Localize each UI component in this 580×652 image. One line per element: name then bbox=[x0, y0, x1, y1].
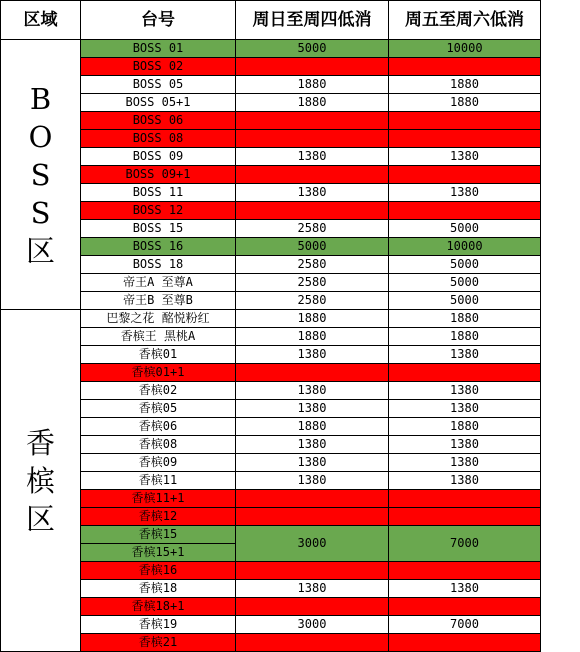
table-row bbox=[1, 472, 541, 490]
table-no-cell[interactable]: 香槟王 黑桃A bbox=[81, 328, 236, 346]
weekend-min-cell[interactable] bbox=[389, 634, 541, 652]
weekend-min-cell[interactable]: 1380 bbox=[389, 184, 541, 202]
weekday-min-cell[interactable]: 3000 bbox=[236, 526, 389, 562]
weekday-min-cell[interactable] bbox=[236, 112, 389, 130]
table-row bbox=[1, 94, 541, 112]
table-no-cell[interactable]: 香槟05 bbox=[81, 400, 236, 418]
table-no-cell[interactable]: BOSS 12 bbox=[81, 202, 236, 220]
table-no-cell[interactable]: 香槟11+1 bbox=[81, 490, 236, 508]
table-no-cell[interactable]: 香槟12 bbox=[81, 508, 236, 526]
table-row bbox=[1, 382, 541, 400]
weekend-min-cell[interactable]: 1880 bbox=[389, 328, 541, 346]
weekend-min-cell[interactable] bbox=[389, 202, 541, 220]
weekday-min-cell[interactable] bbox=[236, 166, 389, 184]
weekday-min-cell[interactable] bbox=[236, 490, 389, 508]
table-row bbox=[1, 580, 541, 598]
table-row bbox=[1, 112, 541, 130]
weekend-min-cell[interactable]: 1880 bbox=[389, 418, 541, 436]
table-no-cell[interactable]: 香槟02 bbox=[81, 382, 236, 400]
table-row bbox=[1, 58, 541, 76]
weekend-min-cell[interactable] bbox=[389, 490, 541, 508]
weekday-min-cell[interactable] bbox=[236, 58, 389, 76]
table-row bbox=[1, 598, 541, 616]
weekday-min-cell[interactable] bbox=[236, 634, 389, 652]
table-row bbox=[1, 328, 541, 346]
table-row bbox=[1, 490, 541, 508]
table-row bbox=[1, 508, 541, 526]
weekend-min-cell[interactable]: 1880 bbox=[389, 76, 541, 94]
table-row bbox=[1, 274, 541, 292]
table-row bbox=[1, 220, 541, 238]
weekday-min-cell[interactable]: 1380 bbox=[236, 454, 389, 472]
weekend-min-cell[interactable]: 1380 bbox=[389, 580, 541, 598]
weekday-min-cell[interactable]: 1880 bbox=[236, 418, 389, 436]
zone-char: 区 bbox=[25, 233, 55, 268]
table-row bbox=[1, 364, 541, 382]
table-no-cell[interactable]: 香槟15 bbox=[81, 526, 236, 544]
zone-char: 香 bbox=[25, 425, 55, 460]
weekend-min-cell[interactable]: 1880 bbox=[389, 94, 541, 112]
weekday-min-cell[interactable]: 1380 bbox=[236, 148, 389, 166]
weekend-min-cell[interactable] bbox=[389, 130, 541, 148]
weekday-min-cell[interactable] bbox=[236, 202, 389, 220]
weekday-min-cell[interactable]: 1380 bbox=[236, 346, 389, 364]
weekday-min-cell[interactable]: 1380 bbox=[236, 382, 389, 400]
weekday-min-cell[interactable]: 1380 bbox=[236, 400, 389, 418]
zone-char: B bbox=[29, 81, 52, 116]
header-weekday-min[interactable]: 周日至周四低消 bbox=[236, 1, 389, 40]
table-no-cell[interactable]: BOSS 15 bbox=[81, 220, 236, 238]
zone-cell[interactable] bbox=[1, 40, 81, 310]
table-no-cell[interactable]: BOSS 18 bbox=[81, 256, 236, 274]
weekend-min-cell[interactable] bbox=[389, 112, 541, 130]
table-row bbox=[1, 454, 541, 472]
weekday-min-cell[interactable]: 2580 bbox=[236, 292, 389, 310]
zone-char: 槟 bbox=[25, 463, 55, 498]
table-no-cell[interactable]: 香槟18+1 bbox=[81, 598, 236, 616]
zone-char: 区 bbox=[25, 501, 55, 536]
table-no-cell[interactable]: BOSS 11 bbox=[81, 184, 236, 202]
weekend-min-cell[interactable]: 5000 bbox=[389, 292, 541, 310]
weekend-min-cell[interactable] bbox=[389, 508, 541, 526]
weekday-min-cell[interactable]: 2580 bbox=[236, 256, 389, 274]
table-no-cell[interactable]: 帝王B 至尊B bbox=[81, 292, 236, 310]
table-no-cell[interactable]: BOSS 16 bbox=[81, 238, 236, 256]
table-row bbox=[1, 130, 541, 148]
weekend-min-cell[interactable]: 1380 bbox=[389, 346, 541, 364]
table-no-cell[interactable]: BOSS 08 bbox=[81, 130, 236, 148]
weekday-min-cell[interactable]: 1880 bbox=[236, 94, 389, 112]
weekend-min-cell[interactable] bbox=[389, 364, 541, 382]
table-row bbox=[1, 292, 541, 310]
table-row bbox=[1, 526, 541, 544]
table-row bbox=[1, 148, 541, 166]
table-row bbox=[1, 256, 541, 274]
table-no-cell[interactable]: 香槟19 bbox=[81, 616, 236, 634]
weekday-min-cell[interactable]: 1380 bbox=[236, 436, 389, 454]
header-weekend-min[interactable]: 周五至周六低消 bbox=[389, 1, 541, 40]
header-row bbox=[1, 1, 541, 40]
table-row bbox=[1, 184, 541, 202]
zone-char: O bbox=[28, 119, 53, 154]
header-table-no[interactable]: 台号 bbox=[81, 1, 236, 40]
weekday-min-cell[interactable] bbox=[236, 562, 389, 580]
weekday-min-cell[interactable]: 1380 bbox=[236, 184, 389, 202]
weekend-min-cell[interactable]: 7000 bbox=[389, 616, 541, 634]
table-no-cell[interactable]: BOSS 09 bbox=[81, 148, 236, 166]
weekend-min-cell[interactable]: 5000 bbox=[389, 256, 541, 274]
weekday-min-cell[interactable]: 2580 bbox=[236, 220, 389, 238]
table-row bbox=[1, 634, 541, 652]
weekday-min-cell[interactable] bbox=[236, 508, 389, 526]
table-row bbox=[1, 76, 541, 94]
zone-char: S bbox=[30, 157, 51, 192]
table-no-cell[interactable]: 香槟01 bbox=[81, 346, 236, 364]
weekday-min-cell[interactable]: 1380 bbox=[236, 580, 389, 598]
table-row bbox=[1, 310, 541, 328]
weekend-min-cell[interactable] bbox=[389, 166, 541, 184]
table-no-cell[interactable]: BOSS 02 bbox=[81, 58, 236, 76]
table-no-cell[interactable]: BOSS 05+1 bbox=[81, 94, 236, 112]
header-zone[interactable]: 区域 bbox=[1, 1, 81, 40]
table-row bbox=[1, 202, 541, 220]
table-row bbox=[1, 616, 541, 634]
table-no-cell[interactable]: 香槟16 bbox=[81, 562, 236, 580]
table-row bbox=[1, 346, 541, 364]
table-row bbox=[1, 40, 541, 58]
weekend-min-cell[interactable]: 10000 bbox=[389, 238, 541, 256]
weekday-min-cell[interactable]: 1880 bbox=[236, 76, 389, 94]
weekend-min-cell[interactable] bbox=[389, 58, 541, 76]
table-no-cell[interactable]: 香槟18 bbox=[81, 580, 236, 598]
weekday-min-cell[interactable] bbox=[236, 364, 389, 382]
table-row bbox=[1, 238, 541, 256]
weekend-min-cell[interactable] bbox=[389, 598, 541, 616]
table-row bbox=[1, 166, 541, 184]
table-no-cell[interactable]: 巴黎之花 酩悦粉红 bbox=[81, 310, 236, 328]
table-no-cell[interactable]: BOSS 01 bbox=[81, 40, 236, 58]
weekend-min-cell[interactable]: 5000 bbox=[389, 220, 541, 238]
table-row bbox=[1, 418, 541, 436]
table-no-cell[interactable]: BOSS 09+1 bbox=[81, 166, 236, 184]
table-row bbox=[1, 562, 541, 580]
table-no-cell[interactable]: 帝王A 至尊A bbox=[81, 274, 236, 292]
weekend-min-cell[interactable]: 1380 bbox=[389, 382, 541, 400]
weekend-min-cell[interactable]: 1380 bbox=[389, 472, 541, 490]
weekend-min-cell[interactable]: 1380 bbox=[389, 454, 541, 472]
weekday-min-cell[interactable]: 1380 bbox=[236, 472, 389, 490]
table-no-cell[interactable]: 香槟01+1 bbox=[81, 364, 236, 382]
table-no-cell[interactable]: 香槟15+1 bbox=[81, 544, 236, 562]
weekday-min-cell[interactable]: 5000 bbox=[236, 40, 389, 58]
table-row bbox=[1, 436, 541, 454]
weekday-min-cell[interactable]: 1880 bbox=[236, 328, 389, 346]
table-body bbox=[1, 1, 541, 652]
table-no-cell[interactable]: 香槟21 bbox=[81, 634, 236, 652]
table-no-cell[interactable]: 香槟08 bbox=[81, 436, 236, 454]
weekend-min-cell[interactable] bbox=[389, 562, 541, 580]
table-no-cell[interactable]: 香槟09 bbox=[81, 454, 236, 472]
weekend-min-cell[interactable]: 1880 bbox=[389, 310, 541, 328]
weekend-min-cell[interactable]: 1380 bbox=[389, 400, 541, 418]
weekday-min-cell[interactable] bbox=[236, 130, 389, 148]
table-no-cell[interactable]: BOSS 05 bbox=[81, 76, 236, 94]
weekend-min-cell[interactable]: 1380 bbox=[389, 148, 541, 166]
weekday-min-cell[interactable] bbox=[236, 598, 389, 616]
weekday-min-cell[interactable]: 3000 bbox=[236, 616, 389, 634]
table-no-cell[interactable]: BOSS 06 bbox=[81, 112, 236, 130]
zone-cell[interactable] bbox=[1, 310, 81, 652]
weekend-min-cell[interactable]: 10000 bbox=[389, 40, 541, 58]
table-no-cell[interactable]: 香槟06 bbox=[81, 418, 236, 436]
weekend-min-cell[interactable]: 5000 bbox=[389, 274, 541, 292]
zone-char: S bbox=[30, 195, 51, 230]
weekend-min-cell[interactable]: 1380 bbox=[389, 436, 541, 454]
table-no-cell[interactable]: 香槟11 bbox=[81, 472, 236, 490]
weekday-min-cell[interactable]: 1880 bbox=[236, 310, 389, 328]
weekend-min-cell[interactable]: 7000 bbox=[389, 526, 541, 562]
weekday-min-cell[interactable]: 5000 bbox=[236, 238, 389, 256]
weekday-min-cell[interactable]: 2580 bbox=[236, 274, 389, 292]
table-row bbox=[1, 400, 541, 418]
